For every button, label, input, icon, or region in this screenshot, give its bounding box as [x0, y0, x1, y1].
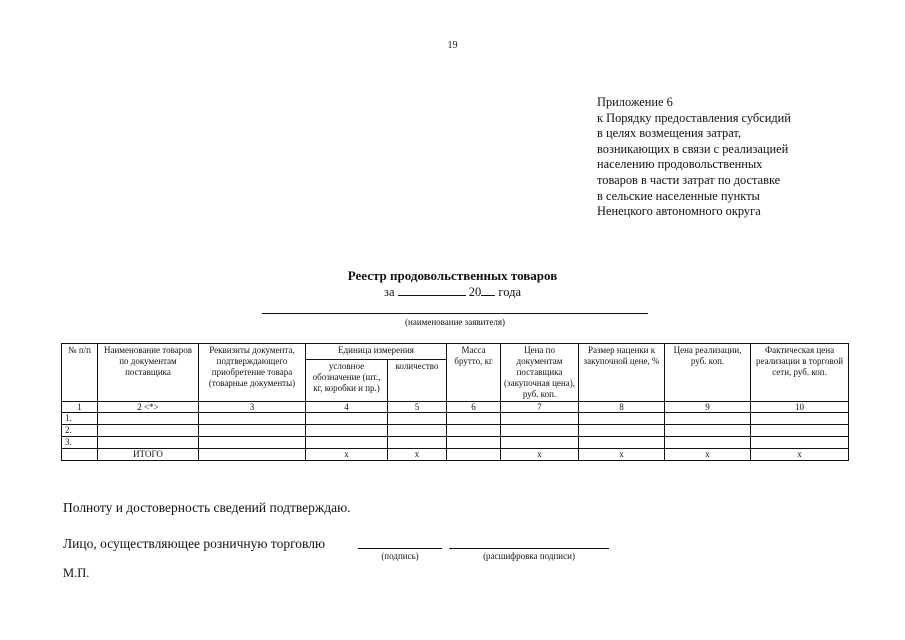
applicant-name-field[interactable] [262, 313, 648, 314]
total-cell [62, 449, 98, 461]
applicant-caption: (наименование заявителя) [405, 317, 505, 327]
table-cell[interactable] [388, 437, 447, 449]
column-number: 8 [579, 402, 665, 413]
appendix-line: возникающих в связи с реализацией [597, 141, 789, 156]
table-cell[interactable] [501, 437, 579, 449]
table-row [62, 425, 849, 437]
header-sale-price: Цена реализации, руб. коп. [665, 344, 751, 402]
header-mass: Масса брутто, кг [447, 344, 501, 402]
document-title: Реестр продовольственных товаров [347, 268, 558, 283]
column-number: 10 [751, 402, 849, 413]
table-cell[interactable] [751, 437, 849, 449]
registry-table [61, 343, 849, 461]
column-number: 3 [199, 402, 306, 413]
row-number: 3. [62, 437, 98, 449]
column-number: 5 [388, 402, 447, 413]
appendix-line: товаров в части затрат по доставке [597, 172, 781, 187]
table-cell[interactable] [199, 413, 306, 425]
table-cell[interactable] [98, 437, 199, 449]
header-num: № п/п [62, 344, 98, 402]
table-cell[interactable] [199, 437, 306, 449]
table-cell[interactable] [98, 425, 199, 437]
table-cell[interactable] [98, 413, 199, 425]
header-unit-group: Единица измерения [306, 344, 447, 360]
table-cell[interactable] [665, 425, 751, 437]
total-cell: x [665, 449, 751, 461]
total-cell: x [388, 449, 447, 461]
decode-caption: (расшифровка подписи) [483, 551, 575, 561]
table-cell[interactable] [751, 425, 849, 437]
table-cell[interactable] [501, 413, 579, 425]
total-cell: x [306, 449, 388, 461]
period-prefix: за [384, 285, 395, 299]
column-number: 2 <*> [98, 402, 199, 413]
total-cell[interactable] [199, 449, 306, 461]
column-number-row [62, 402, 849, 413]
seal-label: М.П. [63, 566, 90, 580]
header-price-supplier: Цена по документам поставщика (закупочная цена), руб. коп. [501, 344, 579, 402]
table-cell[interactable] [665, 413, 751, 425]
header-unit-quantity: количество [388, 360, 447, 402]
table-row [62, 437, 849, 449]
table-cell[interactable] [579, 413, 665, 425]
year-blank-field[interactable] [481, 285, 495, 296]
column-number: 9 [665, 402, 751, 413]
header-markup: Размер наценки к закупочной цене, % [579, 344, 665, 402]
column-number: 7 [501, 402, 579, 413]
header-unit-designation: условное обозначение (шт., кг, коробки и пр.) [306, 360, 388, 402]
table-cell[interactable] [665, 437, 751, 449]
column-number: 6 [447, 402, 501, 413]
table-cell[interactable] [306, 437, 388, 449]
table-cell[interactable] [199, 425, 306, 437]
total-cell: x [751, 449, 849, 461]
table-cell[interactable] [751, 413, 849, 425]
table-cell[interactable] [447, 425, 501, 437]
confirmation-statement: Полноту и достоверность сведений подтверждаю. [63, 500, 351, 515]
column-number: 4 [306, 402, 388, 413]
period-line [0, 285, 905, 300]
total-row [62, 449, 849, 461]
table-cell[interactable] [306, 425, 388, 437]
appendix-line: в целях возмещения затрат, [597, 126, 741, 141]
period-blank-field[interactable] [398, 285, 466, 296]
appendix-line: Приложение 6 [597, 95, 673, 109]
page-number: 19 [447, 40, 458, 51]
table-cell[interactable] [306, 413, 388, 425]
total-label: ИТОГО [98, 449, 199, 461]
appendix-line: в сельские населенные пункты [597, 188, 760, 203]
appendix-line: Ненецкого автономного округа [597, 204, 761, 219]
table-cell[interactable] [447, 437, 501, 449]
signer-label: Лицо, осуществляющее розничную торговлю [63, 536, 326, 551]
column-number: 1 [62, 402, 98, 413]
table-cell[interactable] [501, 425, 579, 437]
total-cell: x [501, 449, 579, 461]
period-year: 20 [468, 285, 482, 299]
appendix-reference [597, 95, 857, 220]
period-suffix: года [498, 285, 521, 299]
signature-field[interactable] [358, 548, 442, 549]
table-cell[interactable] [579, 437, 665, 449]
table-cell[interactable] [579, 425, 665, 437]
total-cell[interactable] [447, 449, 501, 461]
table-cell[interactable] [447, 413, 501, 425]
row-number: 1. [62, 413, 98, 425]
total-cell: x [579, 449, 665, 461]
table-cell[interactable] [388, 413, 447, 425]
header-requisites: Реквизиты документа, подтверждающего приобретение товара (товарные документы) [199, 344, 306, 402]
signature-decode-field[interactable] [449, 548, 609, 549]
signature-caption: (подпись) [381, 551, 419, 561]
appendix-line: к Порядку предоставления субсидий [597, 110, 791, 125]
row-number: 2. [62, 425, 98, 437]
appendix-line: населению продовольственных [597, 157, 763, 172]
table-cell[interactable] [388, 425, 447, 437]
table-row [62, 413, 849, 425]
header-name: Наименование товаров по документам поставщика [98, 344, 199, 402]
header-actual-price: Фактическая цена реализации в торговой сети, руб. коп. [751, 344, 849, 402]
